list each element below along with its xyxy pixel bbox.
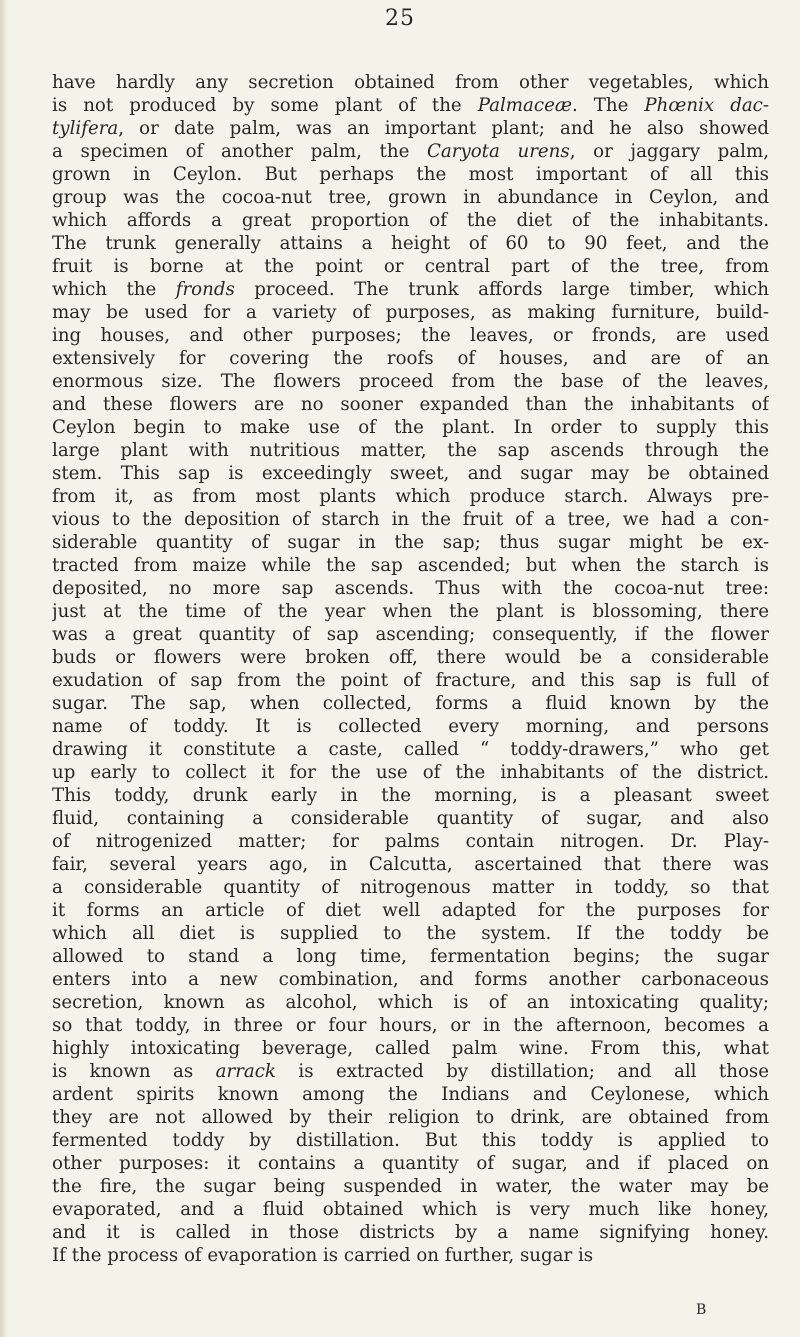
text-line: stem. This sap is exceedingly sweet, and sugar may be obtained (52, 463, 769, 484)
text-line: vious to the deposition of starch in the fruit of a tree, we had a con- (52, 509, 769, 530)
text-line: it forms an article of diet well adapted for the purposes for (52, 900, 769, 921)
text-line: tylifera, or date palm, was an important plant; and he also showed (52, 118, 769, 139)
text-line: may be used for a variety of purposes, as making furniture, build- (52, 302, 769, 323)
text-line: If the process of evaporation is carried on further, sugar is (52, 1245, 594, 1266)
text-line: fruit is borne at the point or central part of the tree, from (52, 256, 769, 277)
text-line: Ceylon begin to make use of the plant. In order to supply this (52, 417, 769, 438)
text-line: name of toddy. It is collected every morning, and persons (52, 716, 769, 737)
text-line: which the fronds proceed. The trunk affords large timber, which (52, 279, 769, 300)
text-line: is known as arrack is extracted by distillation; and all those (52, 1061, 769, 1082)
text-line: ing houses, and other purposes; the leaves, or fronds, are used (52, 325, 769, 346)
text-line: and it is called in those districts by a name signifying honey. (52, 1222, 769, 1243)
text-line: other purposes: it contains a quantity of sugar, and if placed on (52, 1153, 769, 1174)
text-line: have hardly any secretion obtained from other vegetables, which (52, 72, 769, 93)
page-number: 25 (385, 6, 415, 31)
text-line: highly intoxicating beverage, called palm wine. From this, what (52, 1038, 769, 1059)
text-line: so that toddy, in three or four hours, or in the afternoon, becomes a (52, 1015, 769, 1036)
text-line: which all diet is supplied to the system. If the toddy be (52, 923, 769, 944)
text-line: from it, as from most plants which produce starch. Always pre- (52, 486, 769, 507)
text-line: a considerable quantity of nitrogenous matter in toddy, so that (52, 877, 769, 898)
text-line: and these flowers are no sooner expanded than the inhabitants of (52, 394, 769, 415)
text-line: they are not allowed by their religion to drink, are obtained from (52, 1107, 769, 1128)
text-line: allowed to stand a long time, fermentation begins; the sugar (52, 946, 769, 967)
text-line: drawing it constitute a caste, called “ toddy-drawers,” who get (52, 739, 769, 760)
text-line: sugar. The sap, when collected, forms a fluid known by the (52, 693, 769, 714)
text-line: is not produced by some plant of the Palmaceæ. The Phœnix dac- (52, 95, 769, 116)
text-line: up early to collect it for the use of the inhabitants of the district. (52, 762, 769, 783)
text-line: just at the time of the year when the plant is blossoming, there (52, 601, 769, 622)
text-line: of nitrogenized matter; for palms contain nitrogen. Dr. Play- (52, 831, 769, 852)
signature-mark: B (696, 1302, 707, 1318)
text-line: ardent spirits known among the Indians and Ceylonese, which (52, 1084, 769, 1105)
text-line: fluid, containing a considerable quantity of sugar, and also (52, 808, 769, 829)
text-line: This toddy, drunk early in the morning, is a pleasant sweet (52, 785, 769, 806)
text-line: secretion, known as alcohol, which is of an intoxicating quality; (52, 992, 769, 1013)
text-line: group was the cocoa-nut tree, grown in abundance in Ceylon, and (52, 187, 769, 208)
text-line: fair, several years ago, in Calcutta, ascertained that there was (52, 854, 769, 875)
text-line: grown in Ceylon. But perhaps the most important of all this (52, 164, 769, 185)
text-line: extensively for covering the roofs of houses, and are of an (52, 348, 769, 369)
page-edge-shadow (0, 0, 8, 1337)
text-line: was a great quantity of sap ascending; consequently, if the flower (52, 624, 769, 645)
text-line: deposited, no more sap ascends. Thus with the cocoa-nut tree: (52, 578, 769, 599)
text-line: exudation of sap from the point of fracture, and this sap is full of (52, 670, 769, 691)
text-line: a specimen of another palm, the Caryota urens, or jaggary palm, (52, 141, 769, 162)
text-line: the fire, the sugar being suspended in water, the water may be (52, 1176, 769, 1197)
text-line: tracted from maize while the sap ascended; but when the starch is (52, 555, 769, 576)
text-line: enters into a new combination, and forms another carbonaceous (52, 969, 769, 990)
text-line: evaporated, and a fluid obtained which is very much like honey, (52, 1199, 769, 1220)
text-line: buds or flowers were broken off, there would be a considerable (52, 647, 769, 668)
text-line: siderable quantity of sugar in the sap; thus sugar might be ex- (52, 532, 769, 553)
text-line: enormous size. The flowers proceed from the base of the leaves, (52, 371, 769, 392)
text-line: fermented toddy by distillation. But this toddy is applied to (52, 1130, 769, 1151)
text-line: The trunk generally attains a height of 60 to 90 feet, and the (52, 233, 769, 254)
text-line: which affords a great proportion of the diet of the inhabitants. (52, 210, 769, 231)
text-line: large plant with nutritious matter, the sap ascends through the (52, 440, 769, 461)
